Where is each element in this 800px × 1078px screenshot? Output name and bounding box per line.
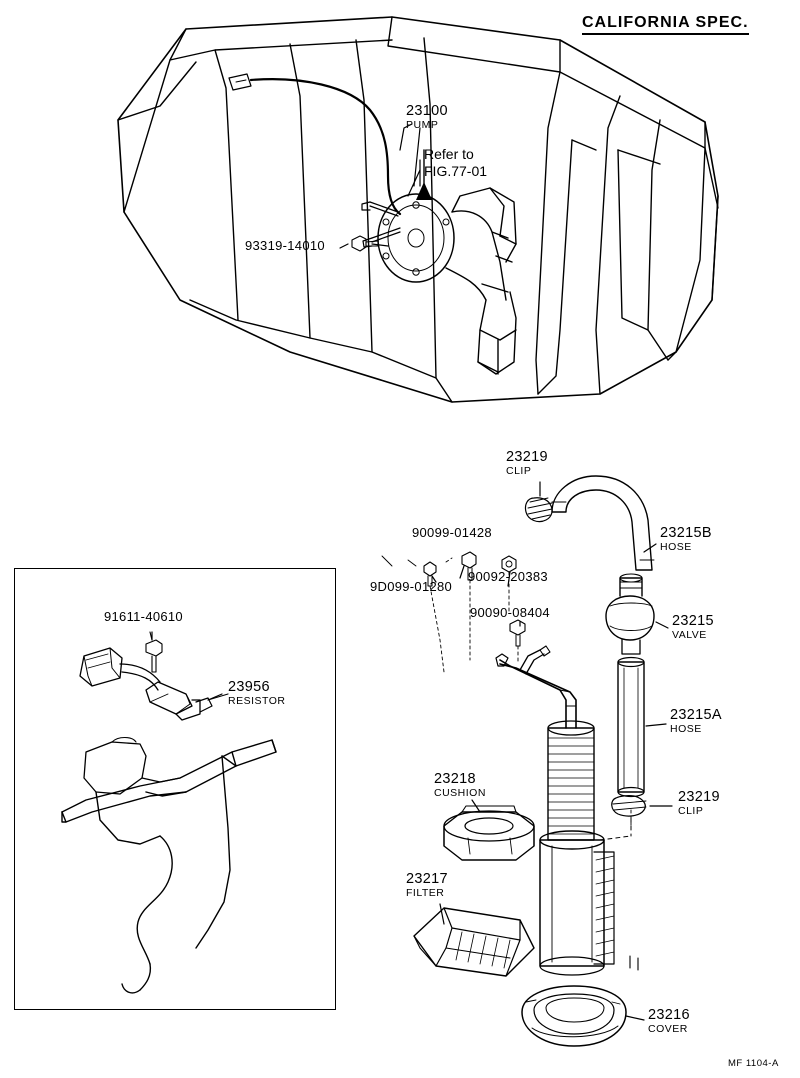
- page-title: CALIFORNIA SPEC.: [582, 14, 749, 35]
- label-resistor: [228, 680, 285, 708]
- label-clip-bottom: [678, 790, 720, 818]
- refer-arrow: [416, 182, 432, 200]
- label-cushion: [434, 772, 486, 800]
- label-inset-screw-number: 91611-40610: [104, 609, 183, 624]
- label-cushion-number: 23218: [434, 771, 476, 787]
- refer-to-line2: FIG.77-01: [424, 163, 488, 179]
- label-hose-a-name: HOSE: [670, 723, 702, 735]
- refer-to-line1: Refer to: [424, 146, 474, 162]
- label-resistor-number: 23956: [228, 679, 270, 695]
- inset-panel: [14, 568, 336, 1010]
- label-clip-top-name: CLIP: [506, 465, 532, 477]
- label-pump: [406, 104, 448, 132]
- label-hose-b: [660, 526, 712, 554]
- exploded-assembly-drawing: [382, 476, 654, 1046]
- label-filter-number: 23217: [406, 871, 448, 887]
- label-bolt-2: [370, 580, 452, 594]
- refer-to-note: [424, 146, 487, 180]
- label-pump-name: PUMP: [406, 119, 439, 131]
- label-nut-number: 90092-20383: [468, 569, 548, 584]
- label-cover: [648, 1008, 690, 1036]
- label-bolt-2-number: 9D099-01280: [370, 579, 453, 594]
- label-washer-number: 90090-08404: [470, 605, 550, 620]
- label-resistor-name: RESISTOR: [228, 695, 286, 707]
- label-inset-screw: [104, 610, 183, 624]
- label-tank-bolt-number: 93319-14010: [245, 238, 325, 253]
- label-pump-number: 23100: [406, 103, 448, 119]
- label-bolt-1: [412, 526, 492, 540]
- label-filter: [406, 872, 448, 900]
- label-cushion-name: CUSHION: [434, 787, 486, 799]
- label-hose-a-number: 23215A: [670, 707, 722, 723]
- label-hose-a: [670, 708, 722, 736]
- fasteners: [424, 552, 525, 646]
- label-clip-bottom-name: CLIP: [678, 805, 704, 817]
- label-filter-name: FILTER: [406, 887, 445, 899]
- label-valve-name: VALVE: [672, 629, 707, 641]
- label-clip-top-number: 23219: [506, 449, 548, 465]
- label-valve-number: 23215: [672, 613, 714, 629]
- label-washer: [470, 606, 550, 620]
- leader-lines-top: [372, 128, 420, 246]
- label-tank-bolt: [245, 239, 325, 253]
- label-cover-name: COVER: [648, 1023, 688, 1035]
- label-bolt-1-number: 90099-01428: [412, 525, 492, 540]
- label-valve: [672, 614, 714, 642]
- label-clip-bottom-number: 23219: [678, 789, 720, 805]
- label-clip-top: [506, 450, 548, 478]
- label-hose-b-number: 23215B: [660, 525, 712, 541]
- fuel-tank-drawing: [118, 17, 718, 402]
- label-hose-b-name: HOSE: [660, 541, 692, 553]
- label-nut: [468, 570, 548, 584]
- pump-assembly-drawing: [352, 188, 516, 374]
- label-cover-number: 23216: [648, 1007, 690, 1023]
- sheet-code: MF 1104-A: [728, 1058, 779, 1069]
